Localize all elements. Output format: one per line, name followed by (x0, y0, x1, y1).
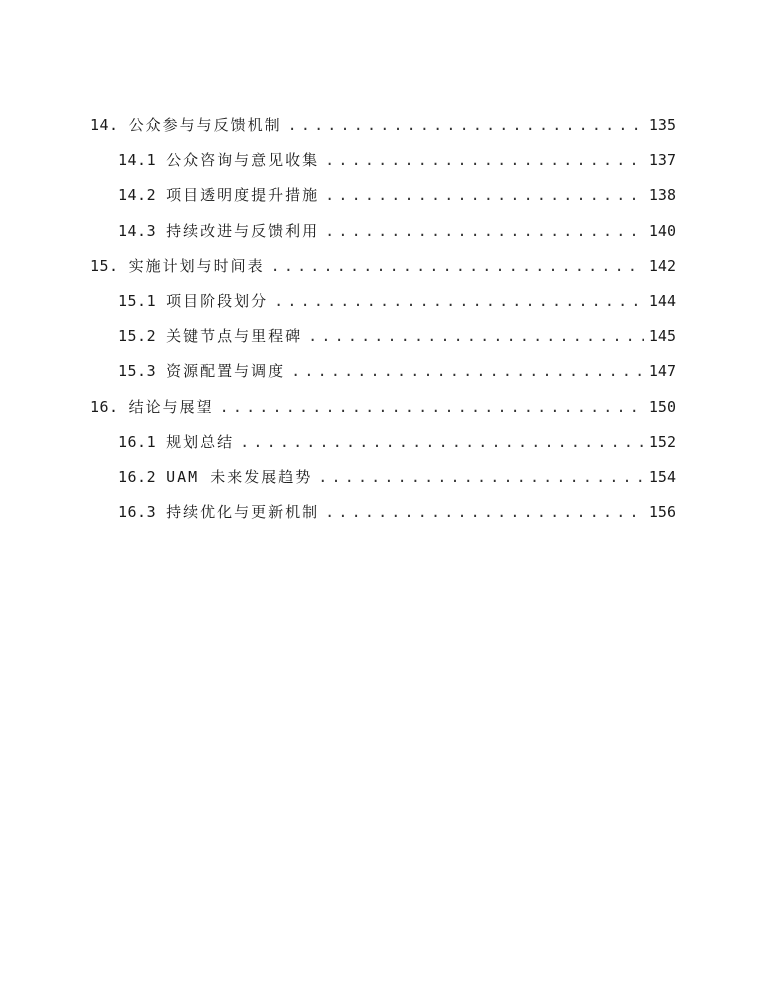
dot-leader (274, 286, 644, 316)
toc-title: 项目透明度提升措施 (166, 186, 320, 205)
dot-leader (291, 356, 644, 386)
toc-number: 14. (90, 116, 119, 134)
dot-leader (325, 497, 644, 527)
toc-number: 14.1 (118, 151, 157, 170)
toc-page-number: 144 (648, 291, 676, 310)
toc-entry-15-1[interactable] (90, 286, 676, 321)
toc-entry-15-3[interactable] (90, 356, 676, 391)
toc-title: 公众咨询与意见收集 (166, 151, 320, 170)
toc-page-number: 145 (648, 327, 676, 346)
toc-entry-16-3[interactable] (90, 497, 676, 532)
toc-page-number: 150 (648, 397, 676, 416)
toc-page-number: 135 (648, 116, 676, 134)
toc-entry-14-3[interactable] (90, 216, 676, 251)
toc-title: 公众参与与反馈机制 (128, 116, 282, 134)
toc-entry-16[interactable] (90, 392, 676, 427)
toc-entry-15[interactable] (90, 251, 676, 286)
toc-number: 16. (90, 397, 119, 416)
toc-number: 15.3 (118, 362, 157, 381)
toc-number: 16.3 (118, 503, 157, 522)
toc-page-number: 140 (648, 221, 676, 240)
toc-number: 15. (90, 256, 119, 275)
dot-leader (325, 216, 644, 246)
toc-entry-14-2[interactable] (90, 180, 676, 215)
dot-leader (325, 180, 644, 210)
toc-page-number: 152 (648, 432, 676, 451)
toc-number: 16.2 (118, 467, 157, 486)
dot-leader (240, 427, 644, 457)
toc-page-number: 137 (648, 151, 676, 170)
toc-title: 持续优化与更新机制 (166, 503, 320, 522)
dot-leader (318, 462, 644, 492)
toc-number: 15.1 (118, 291, 157, 310)
dot-leader (288, 110, 644, 140)
toc-number: 15.2 (118, 327, 157, 346)
toc-page-number: 142 (648, 256, 676, 275)
dot-leader (308, 321, 644, 351)
toc-title: 结论与展望 (128, 397, 214, 416)
toc-number: 16.1 (118, 432, 157, 451)
toc-entry-16-2[interactable] (90, 462, 676, 497)
toc-number: 14.2 (118, 186, 157, 205)
toc-entry-14-1[interactable] (90, 145, 676, 180)
toc-entry-15-2[interactable] (90, 321, 676, 356)
toc-entry-16-1[interactable] (90, 427, 676, 462)
table-of-contents (90, 110, 676, 532)
toc-title: 项目阶段划分 (166, 291, 269, 310)
toc-page-number: 138 (648, 186, 676, 205)
toc-title: 资源配置与调度 (166, 362, 286, 381)
dot-leader (325, 145, 644, 175)
dot-leader (220, 392, 644, 422)
toc-title: 关键节点与里程碑 (166, 327, 303, 346)
toc-page-number: 156 (648, 503, 676, 522)
toc-page-number: 147 (648, 362, 676, 381)
toc-title: 规划总结 (166, 432, 235, 451)
toc-number: 14.3 (118, 221, 157, 240)
dot-leader (271, 251, 644, 281)
toc-page-number: 154 (648, 467, 676, 486)
toc-entry-14[interactable] (90, 110, 676, 145)
toc-title: 持续改进与反馈利用 (166, 221, 320, 240)
toc-title: 实施计划与时间表 (128, 256, 265, 275)
toc-title: UAM 未来发展趋势 (166, 467, 313, 486)
